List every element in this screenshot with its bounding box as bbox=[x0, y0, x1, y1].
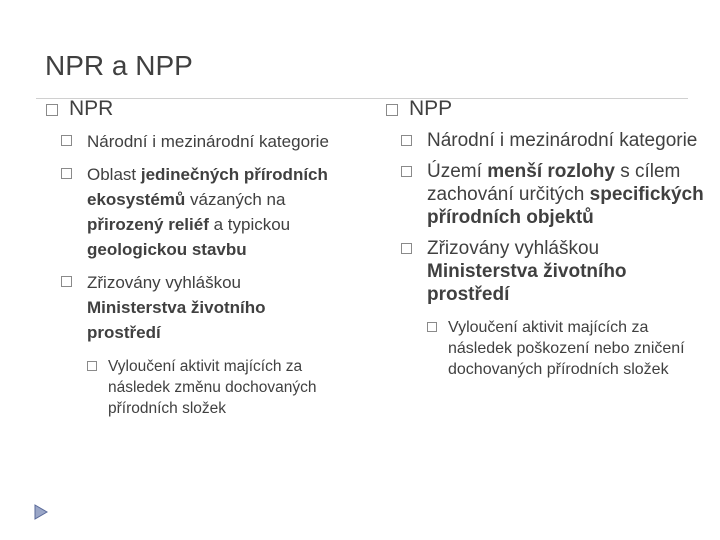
square-bullet-icon bbox=[61, 276, 72, 287]
square-bullet-icon bbox=[87, 361, 97, 371]
bullet-text: Národní i mezinárodní kategorie bbox=[87, 132, 329, 151]
bullet-text: s cílem zachování určitých bbox=[427, 161, 681, 205]
npr-column bbox=[45, 96, 335, 419]
bullet-text: Území bbox=[427, 161, 488, 182]
square-bullet-icon bbox=[46, 104, 58, 116]
slide-navigation-icon[interactable] bbox=[34, 504, 48, 520]
bullet-text: vázaných na bbox=[185, 190, 286, 209]
bullet-text-bold: jedinečných přírodních ekosystémů bbox=[87, 165, 328, 209]
bullet-text: Národní i mezinárodní kategorie bbox=[427, 130, 698, 151]
bullet-text: Zřizovány vyhláškou bbox=[427, 238, 600, 259]
right-bullet-item bbox=[385, 237, 705, 306]
square-bullet-icon bbox=[401, 243, 412, 254]
square-bullet-icon bbox=[427, 322, 437, 332]
left-bullet-item bbox=[45, 129, 335, 154]
left-bullet-item bbox=[45, 270, 335, 345]
right-sub-bullet-item bbox=[385, 317, 705, 380]
npp-column bbox=[385, 96, 705, 380]
bullet-text: Oblast bbox=[87, 165, 141, 184]
square-bullet-icon bbox=[401, 135, 412, 146]
npr-bullet-list bbox=[45, 129, 335, 419]
slide-title: NPR a NPP bbox=[45, 50, 193, 81]
right-bullet-item bbox=[385, 160, 705, 229]
bullet-text: a typickou bbox=[208, 215, 291, 234]
bullet-text-bold: Ministerstva životního prostředí bbox=[87, 298, 266, 342]
bullet-text-bold: přirozený reliéf bbox=[87, 215, 209, 234]
npp-bullet-list bbox=[385, 129, 705, 380]
npr-heading: NPR bbox=[69, 97, 114, 120]
right-bullet-item bbox=[385, 129, 705, 152]
bullet-text-bold: specifických přírodních objektů bbox=[427, 184, 704, 228]
square-bullet-icon bbox=[61, 168, 72, 179]
sub-bullet-text: Vyloučení aktivit majících za následek poškození nebo zničení dochovaných přírodních složek bbox=[448, 319, 685, 378]
bullet-text-bold: Ministerstva životního prostředí bbox=[427, 261, 627, 305]
left-sub-bullet-item bbox=[45, 356, 335, 419]
sub-bullet-text: Vyloučení aktivit majících za následek změnu dochovaných přírodních složek bbox=[108, 358, 317, 417]
square-bullet-icon bbox=[61, 135, 72, 146]
left-bullet-item bbox=[45, 162, 335, 262]
square-bullet-icon bbox=[386, 104, 398, 116]
bullet-text-bold: geologickou stavbu bbox=[87, 240, 247, 259]
bullet-text: Zřizovány vyhláškou bbox=[87, 273, 242, 292]
bullet-text-bold: menší rozlohy bbox=[487, 161, 615, 182]
npp-heading: NPP bbox=[409, 97, 453, 120]
npr-heading-item bbox=[45, 96, 335, 121]
npp-heading-item bbox=[385, 96, 705, 121]
square-bullet-icon bbox=[401, 166, 412, 177]
